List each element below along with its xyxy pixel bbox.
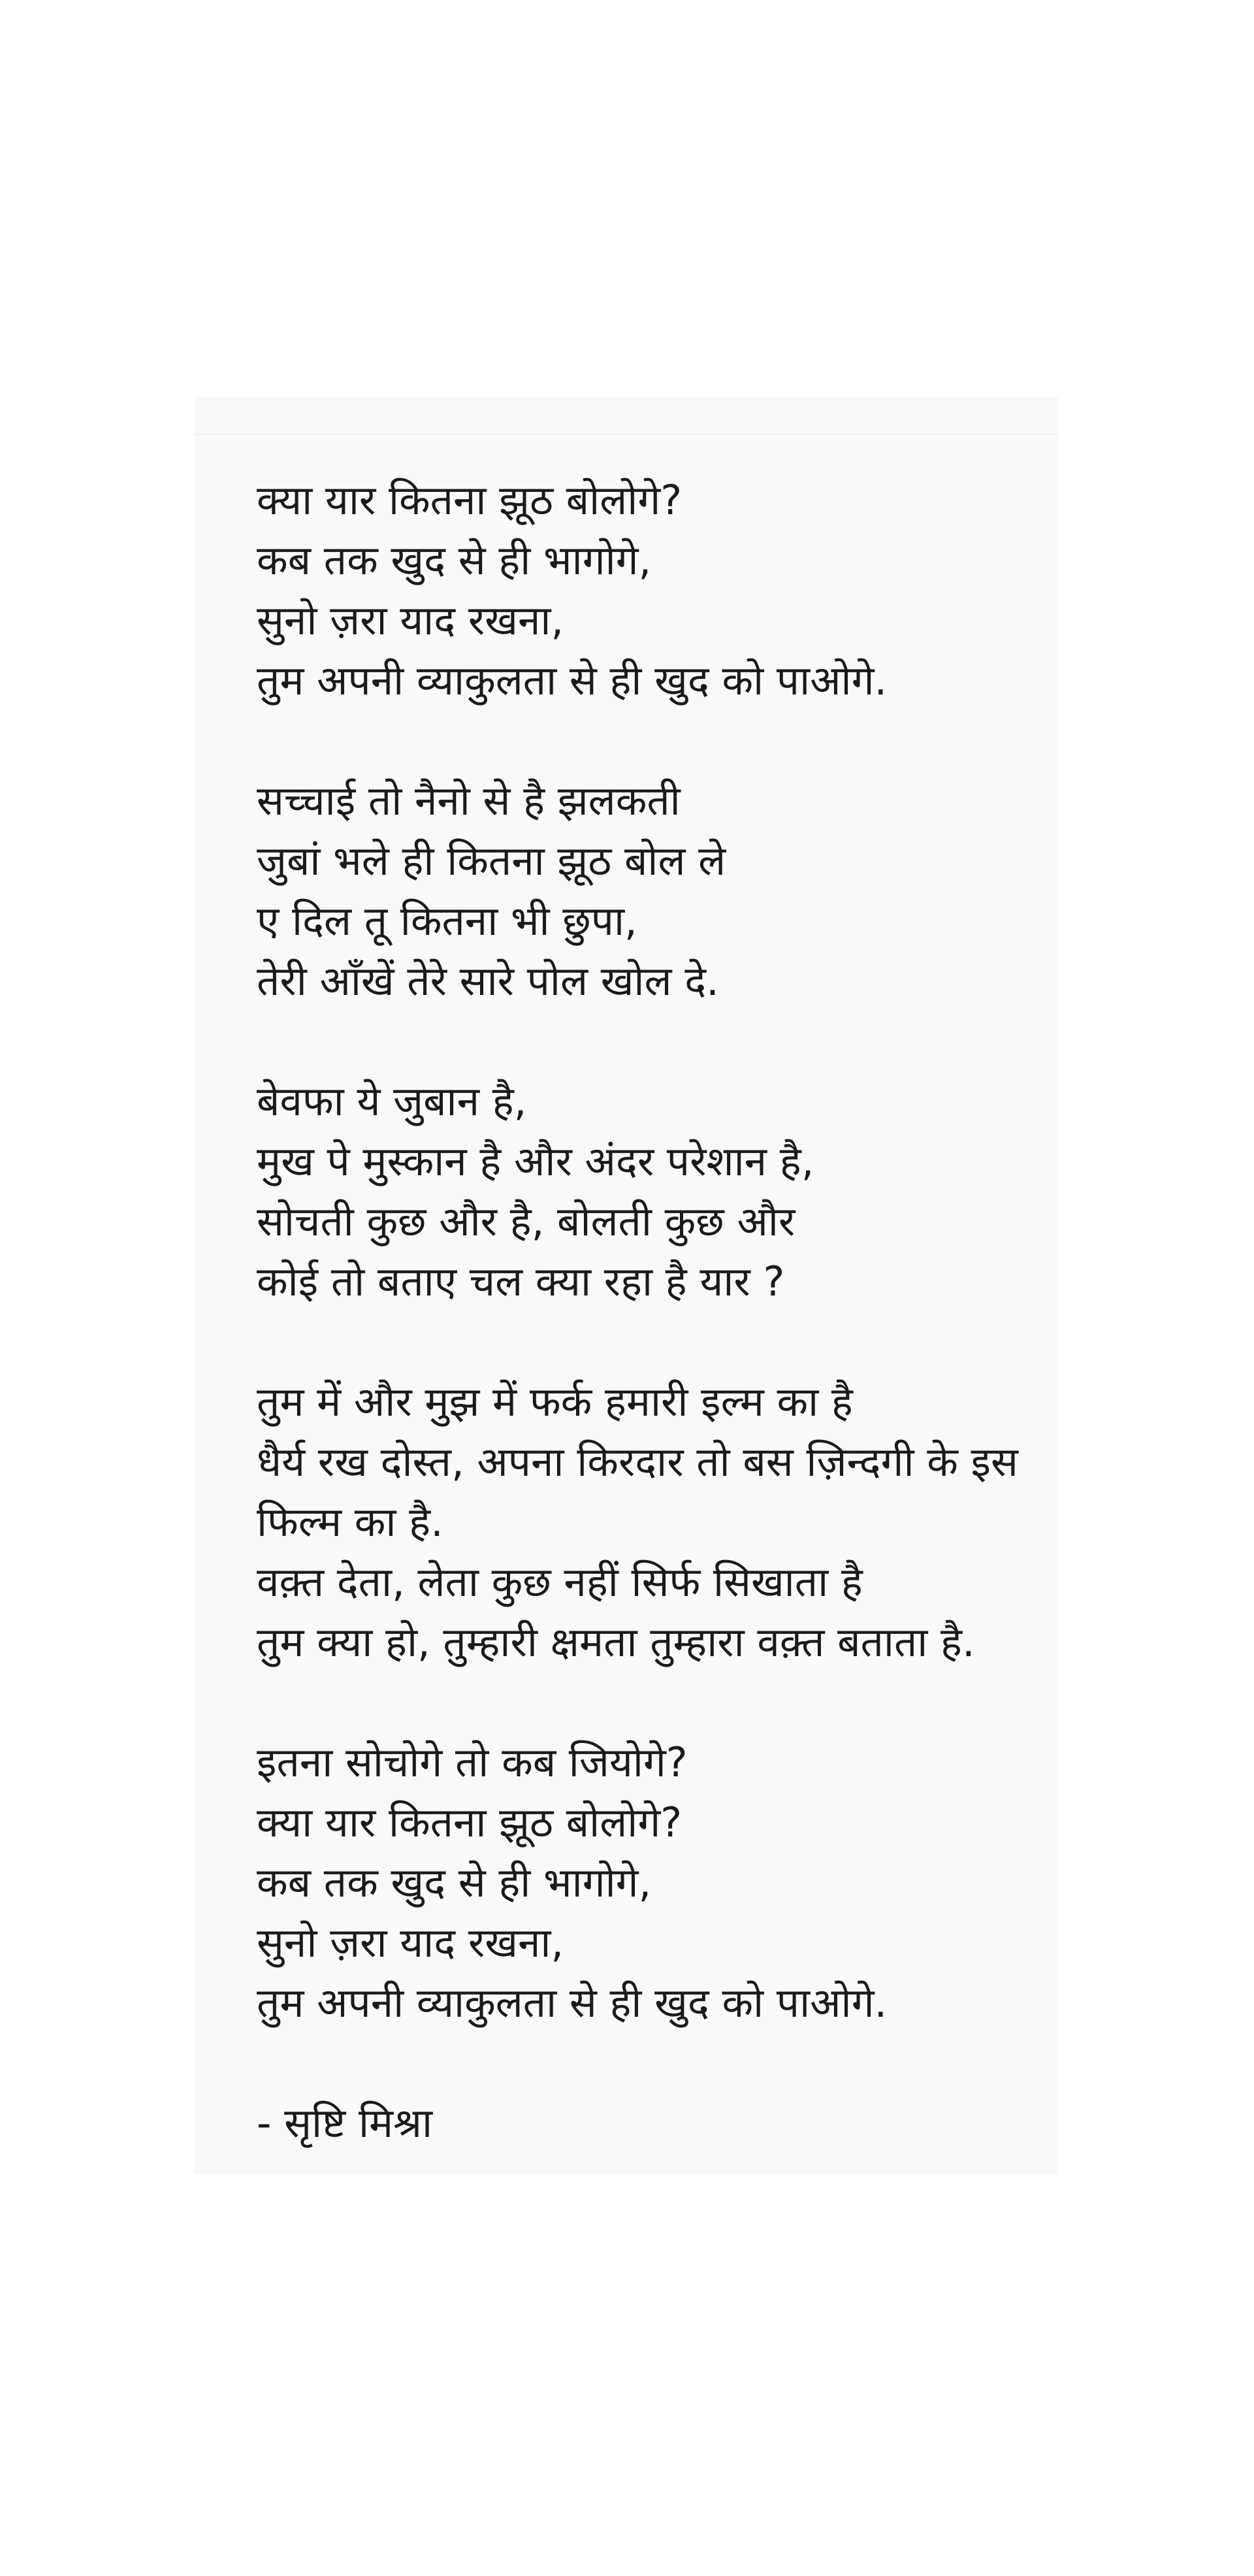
poem-line: सुनो ज़रा याद रखना,	[257, 596, 564, 644]
poem-line: कब तक खुद से ही भागोगे,	[257, 1859, 652, 1906]
poem-line: तेरी आँखें तेरे सारे पोल खोल दे.	[257, 957, 719, 1005]
poem-line: कोई तो बताए चल क्या रहा है यार ?	[257, 1258, 785, 1305]
poem-line: सोचती कुछ और है, बोलती कुछ और	[257, 1198, 796, 1245]
poem-line: वक़्त देता, लेता कुछ नहीं सिर्फ सिखाता है	[257, 1558, 863, 1606]
poem-line: बेवफा ये जुबान है,	[257, 1077, 527, 1125]
stanza-1	[257, 470, 1055, 711]
poem-card	[195, 397, 1058, 2174]
poem-line: तुम क्या हो, तुम्हारी क्षमता तुम्हारा वक़्त बताता है.	[257, 1618, 975, 1666]
poem-body	[257, 470, 1055, 2153]
stanza-5	[257, 1733, 1055, 2033]
poem-line: ए दिल तू कितना भी छुपा,	[257, 897, 637, 945]
stanza-2	[257, 771, 1055, 1011]
poem-line: इतना सोचोगे तो कब जियोगे?	[257, 1738, 688, 1786]
poem-line: तुम अपनी व्याकुलता से ही खुद को पाओगे.	[257, 1979, 888, 2027]
stanza-4	[257, 1372, 1055, 1672]
signature-block	[257, 2093, 1055, 2153]
poem-line: तुम में और मुझ में फर्क हमारी इल्म का है	[257, 1378, 853, 1426]
poem-line: धैर्य रख दोस्त, अपना किरदार तो बस ज़िन्दगी के इस फिल्म का है.	[257, 1438, 1018, 1546]
poem-line: क्या यार कितना झूठ बोलोगे?	[257, 476, 683, 524]
stanza-3	[257, 1071, 1055, 1312]
poem-line: सुनो ज़रा याद रखना,	[257, 1919, 564, 1966]
poem-line: कब तक खुद से ही भागोगे,	[257, 536, 652, 584]
poem-line: सच्चाई तो नैनो से है झलकती	[257, 777, 681, 824]
poem-line: तुम अपनी व्याकुलता से ही खुद को पाओगे.	[257, 657, 888, 704]
poem-line: मुख पे मुस्कान है और अंदर परेशान है,	[257, 1137, 814, 1185]
poem-line: क्या यार कितना झूठ बोलोगे?	[257, 1799, 683, 1846]
card-divider	[195, 434, 1058, 435]
poem-line: जुबां भले ही कितना झूठ बोल ले	[257, 837, 726, 885]
author-signature: - सृष्टि मिश्रा	[257, 2099, 433, 2147]
